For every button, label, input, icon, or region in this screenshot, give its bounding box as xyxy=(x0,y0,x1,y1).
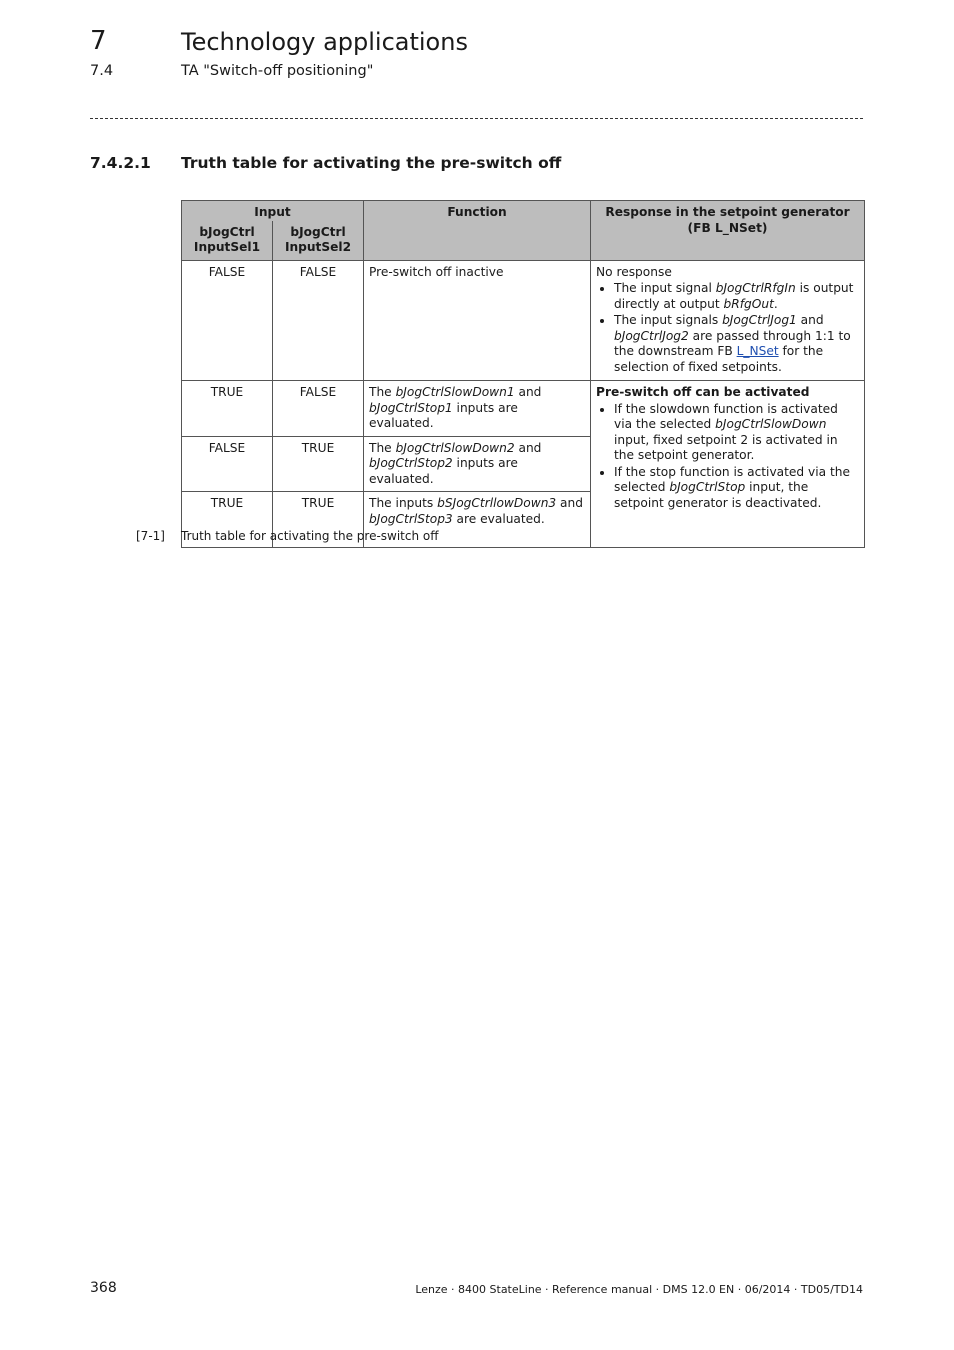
header-response-line1: Response in the setpoint generator xyxy=(605,205,850,219)
cell-sel1: TRUE xyxy=(182,381,273,437)
section-title: Truth table for activating the pre-switch off xyxy=(181,154,562,172)
subchapter-number: 7.4 xyxy=(90,63,114,79)
cell-response xyxy=(591,260,865,381)
response-intro: No response xyxy=(596,264,672,279)
cell-sel1: TRUE xyxy=(182,492,273,548)
table-row xyxy=(182,260,865,381)
table-row xyxy=(182,381,865,437)
response-list xyxy=(596,402,859,512)
cell-sel1: FALSE xyxy=(182,260,273,381)
header-input: Input xyxy=(182,201,364,221)
header-sel2: bJogCtrl InputSel2 xyxy=(273,221,364,261)
truth-table xyxy=(181,200,865,548)
cell-sel2: TRUE xyxy=(273,492,364,548)
chapter-number: 7 xyxy=(90,26,107,56)
cell-function: Pre-switch off inactive xyxy=(364,260,591,381)
list-item: • The input signals bJogCtrlJog1 and bJogCtrlJog2 are passed through 1:1 to the downstream FB L_NSet for the selection of fixed setpoints. xyxy=(614,313,859,375)
header-function: Function xyxy=(364,201,591,261)
cell-sel2: FALSE xyxy=(273,381,364,437)
chapter-title: Technology applications xyxy=(181,28,468,56)
cell-sel1: FALSE xyxy=(182,436,273,492)
header-response xyxy=(591,201,865,261)
cell-function: The inputs bSJogCtrllowDown3 and bJogCtrlStop3 are evaluated. xyxy=(364,492,591,548)
caption-number: [7-1] xyxy=(136,529,165,543)
header-sel1: bJogCtrl InputSel1 xyxy=(182,221,273,261)
list-item: • If the stop function is activated via the selected bJogCtrlStop input, the setpoint generator is deactivated. xyxy=(614,465,859,512)
list-item: • If the slowdown function is activated via the selected bJogCtrlSlowDown input, fixed setpoint 2 is activated in the setpoint generator. xyxy=(614,402,859,464)
cell-sel2: FALSE xyxy=(273,260,364,381)
cell-function: The bJogCtrlSlowDown2 and bJogCtrlStop2 inputs are evaluated. xyxy=(364,436,591,492)
response-heading: Pre-switch off can be activated xyxy=(596,385,810,399)
cell-response-active xyxy=(591,381,865,548)
page-number: 368 xyxy=(90,1280,117,1296)
section-number: 7.4.2.1 xyxy=(90,154,151,172)
header-response-line2: (FB L_NSet) xyxy=(687,220,768,235)
lnset-link[interactable]: L_NSet xyxy=(736,344,779,358)
dashed-divider xyxy=(90,118,863,119)
list-item: • The input signal bJogCtrlRfgIn is output directly at output bRfgOut. xyxy=(614,281,859,312)
cell-function: The bJogCtrlSlowDown1 and bJogCtrlStop1 inputs are evaluated. xyxy=(364,381,591,437)
cell-sel2: TRUE xyxy=(273,436,364,492)
subchapter-title: TA "Switch-off positioning" xyxy=(181,63,374,79)
footer-text: Lenze · 8400 StateLine · Reference manual · DMS 12.0 EN · 06/2014 · TD05/TD14 xyxy=(415,1283,863,1296)
response-list xyxy=(596,281,859,375)
caption-text: Truth table for activating the pre-switch off xyxy=(181,529,439,543)
